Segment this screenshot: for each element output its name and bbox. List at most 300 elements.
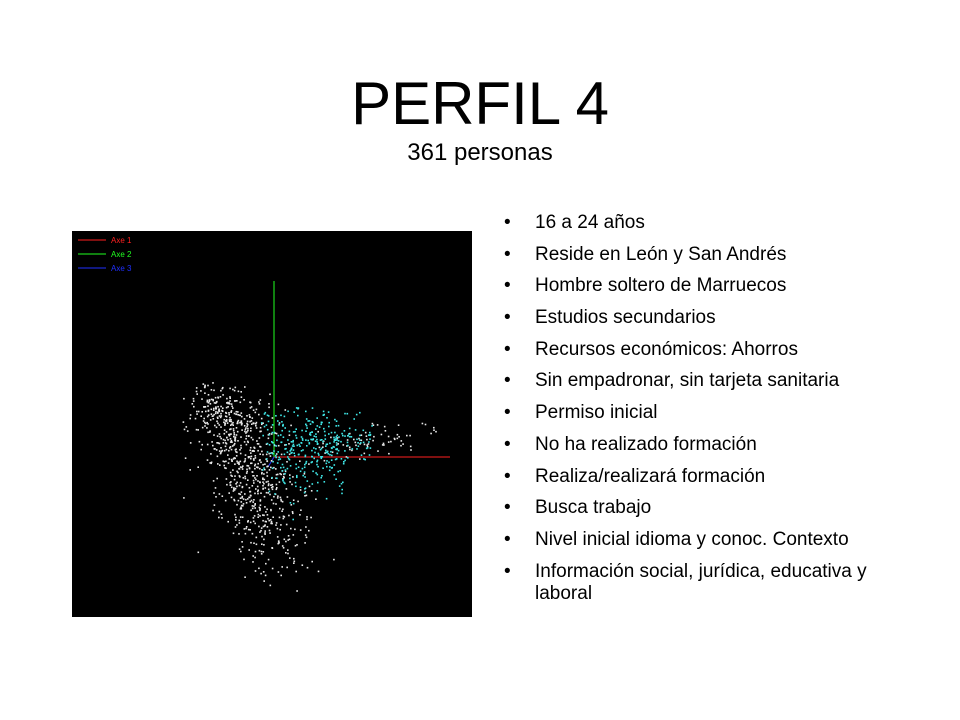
- scatter-point: [213, 492, 215, 494]
- scatter-point: [245, 533, 247, 535]
- scatter-point: [229, 400, 231, 402]
- bullet-text: Realiza/realizará formación: [535, 465, 766, 487]
- scatter-point: [280, 575, 282, 577]
- scatter-point: [216, 421, 218, 423]
- scatter-point: [261, 543, 263, 545]
- scatter-point: [325, 445, 327, 447]
- scatter-point: [294, 561, 296, 563]
- scatter-point: [281, 441, 283, 443]
- bullet-item: [496, 402, 926, 424]
- scatter-point: [203, 420, 205, 422]
- scatter-point: [229, 417, 231, 419]
- scatter-point: [243, 498, 245, 500]
- scatter-point: [269, 530, 271, 532]
- scatter-point: [371, 425, 373, 427]
- scatter-point: [222, 394, 224, 396]
- scatter-point: [275, 503, 277, 505]
- scatter-point: [359, 458, 361, 460]
- scatter-point: [332, 451, 334, 453]
- scatter-point: [279, 529, 281, 531]
- scatter-point: [226, 484, 228, 486]
- scatter-point: [239, 522, 241, 524]
- scatter-point: [316, 464, 318, 466]
- scatter-point: [241, 416, 243, 418]
- scatter-point: [267, 461, 269, 463]
- scatter-point: [321, 475, 323, 477]
- scatter-point: [299, 460, 301, 462]
- scatter-point: [255, 412, 257, 414]
- scatter-point: [355, 429, 357, 431]
- scatter-point: [241, 424, 243, 426]
- scatter-point: [335, 425, 337, 427]
- scatter-point: [212, 510, 214, 512]
- scatter-point: [250, 495, 252, 497]
- scatter-point: [286, 488, 288, 490]
- scatter-point: [292, 476, 294, 478]
- scatter-point: [233, 533, 235, 535]
- scatter-point: [341, 458, 343, 460]
- bullet-text: Sin empadronar, sin tarjeta sanitaria: [535, 370, 840, 392]
- scatter-point: [301, 450, 303, 452]
- scatter-point: [235, 436, 237, 438]
- scatter-point: [291, 449, 293, 451]
- scatter-point: [356, 414, 358, 416]
- scatter-point: [236, 400, 238, 402]
- scatter-point: [254, 507, 256, 509]
- scatter-point: [263, 571, 265, 573]
- scatter-point: [217, 456, 219, 458]
- scatter-point: [259, 460, 261, 462]
- scatter-point: [235, 448, 237, 450]
- scatter-point: [265, 487, 267, 489]
- scatter-point: [213, 414, 215, 416]
- scatter-point: [326, 463, 328, 465]
- bullet-item: [496, 307, 926, 329]
- scatter-point: [271, 433, 273, 435]
- scatter-point: [217, 435, 219, 437]
- legend-label: Axe 1: [111, 236, 132, 245]
- scatter-point: [216, 478, 218, 480]
- scatter-point: [267, 481, 269, 483]
- scatter-point: [238, 500, 240, 502]
- scatter-point: [246, 484, 248, 486]
- scatter-point: [356, 439, 358, 441]
- scatter-point: [287, 439, 289, 441]
- scatter-point: [340, 441, 342, 443]
- scatter-point: [254, 504, 256, 506]
- scatter-point: [255, 457, 257, 459]
- scatter-point: [284, 427, 286, 429]
- scatter-point: [247, 479, 249, 481]
- scatter-point: [353, 418, 355, 420]
- scatter-point: [220, 452, 222, 454]
- scatter-point: [285, 409, 287, 411]
- scatter-point: [331, 467, 333, 469]
- scatter-point: [189, 469, 191, 471]
- scatter-point: [296, 475, 298, 477]
- scatter-point: [253, 542, 255, 544]
- scatter-point: [216, 442, 218, 444]
- scatter-point: [233, 457, 235, 459]
- scatter-point: [357, 442, 359, 444]
- scatter-point: [257, 493, 259, 495]
- scatter-point: [217, 406, 219, 408]
- scatter-point: [406, 435, 408, 437]
- scatter-point: [343, 444, 345, 446]
- scatter-point: [229, 396, 231, 398]
- bullet-item: [496, 561, 926, 605]
- scatter-point: [248, 529, 250, 531]
- scatter-point: [275, 457, 277, 459]
- scatter-point: [333, 446, 335, 448]
- scatter-point: [287, 496, 289, 498]
- scatter-point: [313, 458, 315, 460]
- scatter-point: [338, 425, 340, 427]
- scatter-point: [241, 541, 243, 543]
- scatter-point: [322, 443, 324, 445]
- scatter-point: [280, 467, 282, 469]
- scatter-point: [249, 450, 251, 452]
- scatter-point: [298, 466, 300, 468]
- scatter-point: [203, 383, 205, 385]
- scatter-point: [229, 458, 231, 460]
- scatter-point: [253, 458, 255, 460]
- scatter-point: [293, 444, 295, 446]
- scatter-point: [300, 529, 302, 531]
- scatter-point: [278, 457, 280, 459]
- scatter-point: [210, 403, 212, 405]
- scatter-point: [185, 457, 187, 459]
- scatter-point: [276, 487, 278, 489]
- scatter-point: [349, 428, 351, 430]
- scatter-point: [252, 508, 254, 510]
- scatter-point: [366, 448, 368, 450]
- scatter-point: [263, 551, 265, 553]
- scatter-point: [433, 427, 435, 429]
- scatter-point: [292, 519, 294, 521]
- scatter-point: [235, 387, 237, 389]
- scatter-point: [336, 442, 338, 444]
- scatter-point: [230, 428, 232, 430]
- scatter-point: [261, 551, 263, 553]
- scatter-point: [243, 399, 245, 401]
- scatter-point: [259, 531, 261, 533]
- scatter-point: [244, 431, 246, 433]
- scatter-point: [252, 417, 254, 419]
- scatter-point: [255, 455, 257, 457]
- scatter-point: [382, 444, 384, 446]
- scatter-point: [310, 517, 312, 519]
- scatter-point: [398, 424, 400, 426]
- scatter-point: [231, 459, 233, 461]
- scatter-point: [264, 530, 266, 532]
- scatter-point: [327, 443, 329, 445]
- scatter-point: [196, 413, 198, 415]
- scatter-point: [311, 456, 313, 458]
- scatter-point: [220, 406, 222, 408]
- scatter-point: [307, 567, 309, 569]
- scatter-point: [233, 430, 235, 432]
- scatter-point: [370, 447, 372, 449]
- scatter-point: [240, 447, 242, 449]
- scatter-point: [296, 477, 298, 479]
- scatter-point: [366, 439, 368, 441]
- scatter-point: [252, 505, 254, 507]
- bullet-item: [496, 275, 926, 297]
- scatter-point: [312, 407, 314, 409]
- scatter-point: [221, 410, 223, 412]
- scatter-point: [271, 477, 273, 479]
- scatter-point: [225, 446, 227, 448]
- scatter-point: [225, 500, 227, 502]
- scatter-point: [252, 485, 254, 487]
- scatter-point: [320, 449, 322, 451]
- scatter-point: [306, 519, 308, 521]
- scatter-point: [265, 563, 267, 565]
- scatter-point: [215, 496, 217, 498]
- scatter-point: [318, 453, 320, 455]
- scatter-point: [278, 445, 280, 447]
- scatter-point: [231, 475, 233, 477]
- scatter-point: [307, 480, 309, 482]
- scatter-point: [259, 508, 261, 510]
- scatter-point: [364, 453, 366, 455]
- scatter-point: [275, 415, 277, 417]
- scatter-point: [326, 466, 328, 468]
- scatter-point: [344, 430, 346, 432]
- scatter-point: [231, 441, 233, 443]
- scatter-point: [234, 390, 236, 392]
- scatter-point: [262, 469, 264, 471]
- scatter-point: [281, 454, 283, 456]
- scatter-point: [296, 468, 298, 470]
- scatter-point: [256, 422, 258, 424]
- scatter-point: [211, 413, 213, 415]
- scatter-point: [218, 409, 220, 411]
- scatter-point: [233, 432, 235, 434]
- scatter-point: [239, 520, 241, 522]
- scatter-point: [279, 473, 281, 475]
- scatter-point: [212, 382, 214, 384]
- scatter-point: [261, 536, 263, 538]
- scatter-point: [252, 475, 254, 477]
- scatter-point: [276, 484, 278, 486]
- scatter-point: [282, 464, 284, 466]
- scatter-point: [231, 406, 233, 408]
- scatter-point: [337, 443, 339, 445]
- scatter-point: [373, 436, 375, 438]
- scatter-point: [226, 431, 228, 433]
- scatter-point: [349, 447, 351, 449]
- scatter-point: [236, 411, 238, 413]
- scatter-point: [260, 399, 262, 401]
- scatter-point: [293, 499, 295, 501]
- scatter-point: [282, 545, 284, 547]
- scatter-point: [273, 496, 275, 498]
- bullet-text: Estudios secundarios: [535, 307, 716, 329]
- scatter-point: [255, 425, 257, 427]
- scatter-point: [276, 478, 278, 480]
- scatter-point: [385, 430, 387, 432]
- scatter-point: [272, 547, 274, 549]
- scatter-point: [260, 499, 262, 501]
- scatter-point: [255, 479, 257, 481]
- scatter-point: [263, 473, 265, 475]
- scatter-point: [274, 444, 276, 446]
- scatter-point: [309, 420, 311, 422]
- scatter-point: [304, 476, 306, 478]
- scatter-point: [204, 392, 206, 394]
- scatter-point: [261, 553, 263, 555]
- scatter-point: [255, 488, 257, 490]
- scatter-point: [262, 422, 264, 424]
- bullet-text: Reside en León y San Andrés: [535, 243, 787, 265]
- scatter-point: [220, 413, 222, 415]
- scatter-point: [315, 428, 317, 430]
- scatter-point: [305, 424, 307, 426]
- scatter-point: [356, 448, 358, 450]
- scatter-point: [244, 386, 246, 388]
- scatter-point: [270, 455, 272, 457]
- scatter-point: [394, 438, 396, 440]
- scatter-point: [231, 497, 233, 499]
- scatter-point: [212, 400, 214, 402]
- scatter-canvas: [72, 231, 472, 617]
- scatter-point: [201, 411, 203, 413]
- scatter-point: [211, 389, 213, 391]
- scatter-point: [282, 470, 284, 472]
- scatter-point: [280, 499, 282, 501]
- scatter-point: [305, 463, 307, 465]
- scatter-point: [203, 418, 205, 420]
- scatter-point: [253, 517, 255, 519]
- scatter-point: [321, 422, 323, 424]
- scatter-point: [260, 462, 262, 464]
- scatter-point: [213, 408, 215, 410]
- scatter-point: [339, 485, 341, 487]
- scatter-point: [337, 471, 339, 473]
- scatter-point: [242, 496, 244, 498]
- bullet-item: [496, 497, 926, 519]
- scatter-point: [402, 443, 404, 445]
- scatter-point: [287, 468, 289, 470]
- scatter-point: [249, 487, 251, 489]
- scatter-point: [257, 450, 259, 452]
- scatter-point: [196, 391, 198, 393]
- scatter-point: [296, 437, 298, 439]
- title-block: [0, 68, 960, 168]
- scatter-point: [306, 495, 308, 497]
- scatter-point: [298, 454, 300, 456]
- scatter-point: [258, 414, 260, 416]
- scatter-point: [230, 472, 232, 474]
- scatter-point: [269, 494, 271, 496]
- scatter-point: [275, 468, 277, 470]
- bullet-text: 16 a 24 años: [535, 212, 645, 233]
- scatter-point: [236, 482, 238, 484]
- scatter-point: [272, 484, 274, 486]
- scatter-point: [272, 417, 274, 419]
- scatter-point: [242, 516, 244, 518]
- scatter-point: [353, 439, 355, 441]
- scatter-point: [243, 503, 245, 505]
- scatter-point: [306, 425, 308, 427]
- scatter-point: [228, 462, 230, 464]
- scatter-point: [261, 451, 263, 453]
- scatter-point: [307, 420, 309, 422]
- scatter-point: [230, 481, 232, 483]
- scatter-point: [285, 552, 287, 554]
- scatter-point: [225, 442, 227, 444]
- scatter-point: [271, 499, 273, 501]
- scatter-point: [328, 453, 330, 455]
- scatter-point: [269, 444, 271, 446]
- scatter-point: [304, 471, 306, 473]
- bullet-dot-icon: •: [504, 307, 511, 329]
- scatter-point: [211, 409, 213, 411]
- scatter-point: [287, 549, 289, 551]
- scatter-point: [207, 432, 209, 434]
- scatter-point: [292, 511, 294, 513]
- scatter-point: [290, 425, 292, 427]
- scatter-point: [289, 459, 291, 461]
- scatter-point: [225, 412, 227, 414]
- scatter-point: [410, 446, 412, 448]
- bullet-text: Permiso inicial: [535, 402, 658, 424]
- scatter-point: [388, 441, 390, 443]
- scatter-point: [334, 432, 336, 434]
- bullet-dot-icon: •: [504, 275, 511, 297]
- scatter-point: [193, 400, 195, 402]
- scatter-point: [196, 393, 198, 395]
- scatter-point: [283, 518, 285, 520]
- scatter-point: [300, 489, 302, 491]
- scatter-point: [342, 482, 344, 484]
- scatter-point: [268, 403, 270, 405]
- scatter-point: [336, 436, 338, 438]
- scatter-point: [235, 488, 237, 490]
- scatter-point: [270, 585, 272, 587]
- scatter-point: [245, 499, 247, 501]
- scatter-point: [183, 497, 185, 499]
- scatter-point: [368, 434, 370, 436]
- scatter-point: [282, 424, 284, 426]
- scatter-point: [235, 519, 237, 521]
- bullet-item: [496, 212, 926, 234]
- scatter-point: [200, 449, 202, 451]
- scatter-point: [271, 487, 273, 489]
- scatter-point: [270, 509, 272, 511]
- scatter-point: [249, 421, 251, 423]
- scatter-point: [358, 445, 360, 447]
- scatter-point: [262, 481, 264, 483]
- scatter-point: [269, 491, 271, 493]
- scatter-point: [225, 420, 227, 422]
- scatter-point: [256, 475, 258, 477]
- scatter-point: [329, 443, 331, 445]
- scatter-point: [257, 489, 259, 491]
- scatter-point: [284, 539, 286, 541]
- scatter-point: [237, 411, 239, 413]
- scatter-point: [268, 489, 270, 491]
- scatter-point: [207, 405, 209, 407]
- scatter-point: [295, 545, 297, 547]
- scatter-point: [235, 526, 237, 528]
- scatter-point: [322, 456, 324, 458]
- scatter-point: [359, 412, 361, 414]
- scatter-point: [204, 387, 206, 389]
- scatter-point: [276, 440, 278, 442]
